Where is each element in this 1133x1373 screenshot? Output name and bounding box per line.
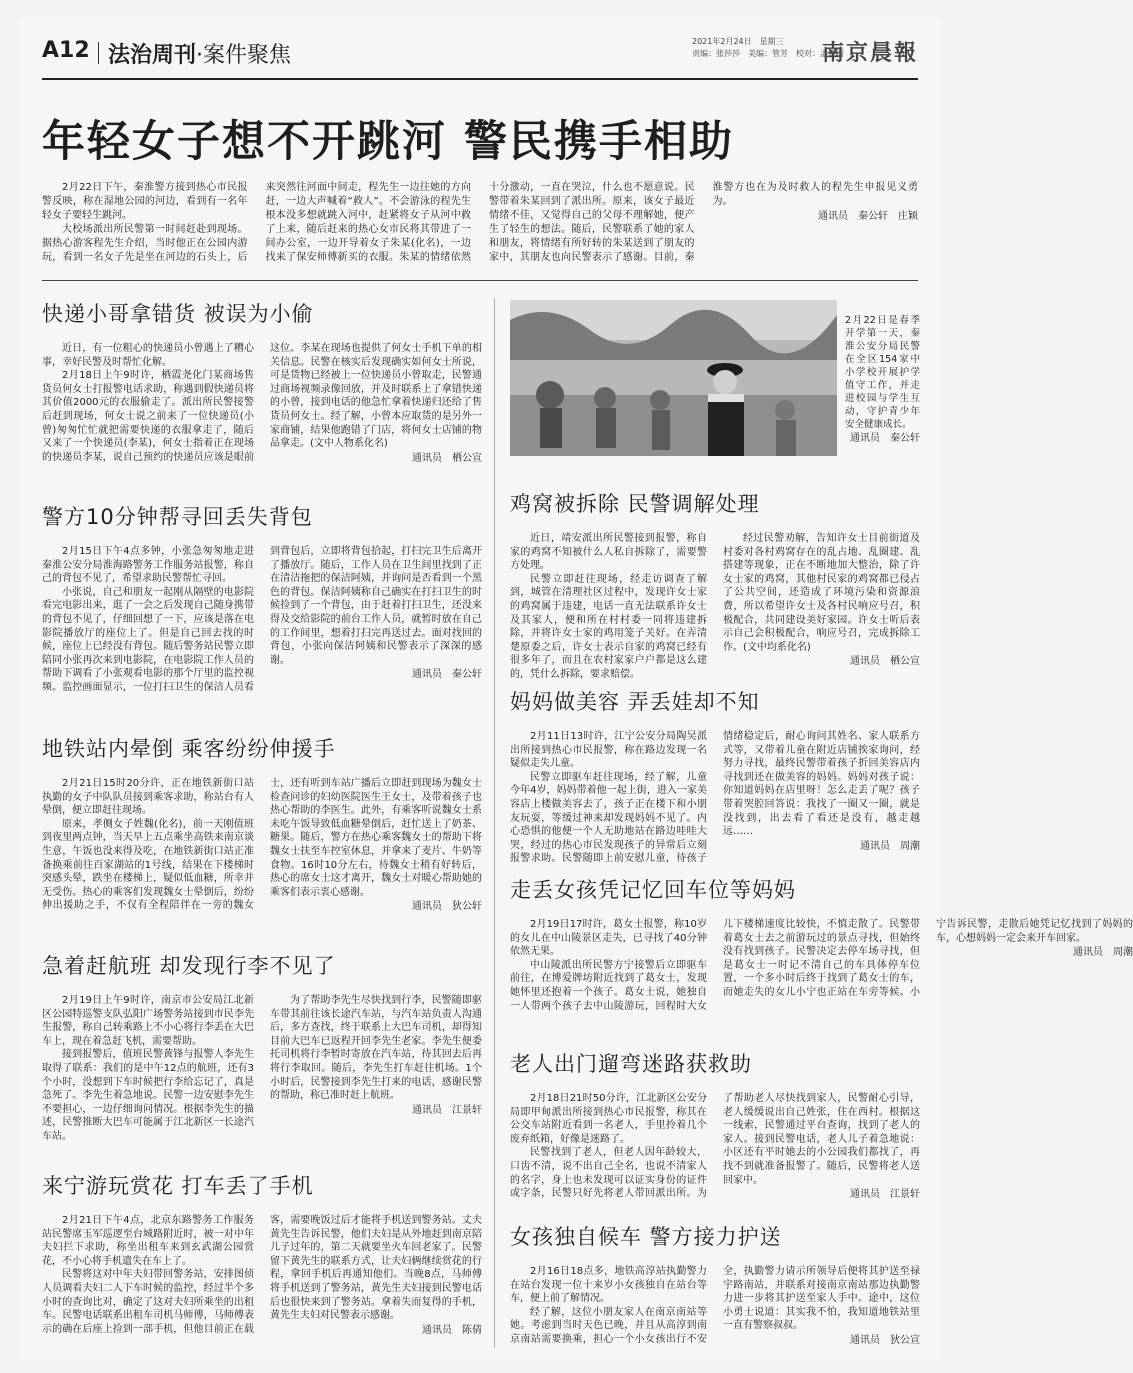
photo-caption bbox=[845, 314, 920, 445]
photo-illustration bbox=[510, 300, 837, 456]
article-girl-escort bbox=[510, 1221, 920, 1360]
article-body bbox=[510, 730, 920, 866]
article-title: 急着赶航班 却发现行李不见了 bbox=[42, 954, 336, 978]
article-title: 鸡窝被拆除 民警调解处理 bbox=[510, 492, 760, 516]
article-title: 快递小哥拿错货 被误为小偷 bbox=[42, 302, 314, 326]
lead-headline: 年轻女子想不开跳河 警民携手相助 bbox=[42, 117, 734, 167]
article-paragraph: 2月18日上午9时许，栖霞尧化门某商场售货员何女士打报警电话求助，称遇到假快递员将其价值2000元的衣服偷走了。派出所民警接警后赶到现场，何女士说之前来了一位快递员(小曾)匆匆忙忙就把需要快递的衣服拿走了，随后又来了一个快递员(李某)，何女士指着正在现场的快递员李某，说自己预约的快递员应该是眼前这位。李某在现场也提供了何女士手机下单的相关信息。民警在核实后发现确实如何女士所说，可是货物已经被上一位快递员小曾取走，民警通过商场视频录像回放，并及时联系上了拿错快递的小曾，接到电话的他急忙拿着快递归还给了售货员何女士。经了解，小曾本应取货的是另外一家商铺，结果他跑错了门店，将何女士店铺的物品拿走。(文中人物系化名) bbox=[42, 343, 482, 463]
article-byline: 通讯员 狄公宣 bbox=[850, 1334, 920, 1346]
article-paragraph: 2月18日21时50分许，江北新区公安分局即甲甸派出所接到热心市民报警，称其在公交车站附近看到一名老人，手里拎着几个废弃纸箱，好像是迷路了。 bbox=[510, 1093, 707, 1145]
lead-byline: 通讯员 秦公轩 庄颖 bbox=[818, 211, 918, 222]
article-paragraph: 接到报警后，值班民警黄锋与报警人李先生取得了联系：我们的是中午12点的航班，还有3个小时，没想到下车时候把行李给忘记了，真是急死了。李先生着急地说。民警一边安慰李先生不要担心，一边仔细询问情况。根据李先生的描述，民警推断大巴车可能属于江北新区一长途汽车站。 bbox=[42, 1049, 254, 1142]
article-paragraph: 2月19日17时许，葛女士报警，称10岁的女儿在中山陵景区走失，已寻找了40分钟依然无果。 bbox=[510, 919, 707, 958]
article-body bbox=[510, 918, 1133, 1026]
article-byline: 通讯员 栖公宣 bbox=[412, 452, 482, 464]
article-body bbox=[510, 1265, 920, 1360]
police-officer-photo bbox=[510, 300, 837, 456]
article-paragraph: 中山陵派出所民警方宁接警后立即驱车前往，在博爱牌坊附近找到了葛女士，发现她怀里还抱着一个孩子。葛女士说，她独自一人带两个孩子去中山陵游玩，回程时大女儿下楼梯速度比较快，不慎走散了。民警带着葛女士去之前游玩过的景点寻找，但始终没有找到孩子。民警决定去停车场寻找，但是葛女士一时记不清自己的车具体停车位置，一个多小时后终于找到了葛女士的车，而她走失的女儿小宁也正站在车旁等候。小宁告诉民警，走散后她凭记忆找到了妈妈的车，心想妈妈一定会来开车回家。 bbox=[510, 919, 1133, 1012]
article-paragraph: 经过民警劝解，告知许女士目前街道及村委对各村鸡窝存在的乱占地、乱圈建、乱搭建等现象，正在不断地加大整治，除了许女士家的鸡窝，其他村民家的鸡窝都已侵占了公共空间，还造成了环境污染和资源浪费，所以希望许女士及各村民响应号召，积极配合，共同建设美好家园。许女士听后表示自己会积极配合，响应号召，完成拆除工作。(文中均系化名) bbox=[723, 533, 920, 653]
article-girl-parking bbox=[510, 874, 1133, 1026]
article-body bbox=[42, 994, 482, 1172]
lead-paragraph: 大校场派出所民警第一时间赶赴到现场。据热心游客程先生介绍，当时他正在公园内游玩，看到一名女子先是坐在河边的石头上，后来突然往河面中间走，程先生一边往她的方向赶，一边大声喊着“救人”。不会游泳的程先生根本没多想就跳入河中，赶紧将女子从河中救了上来，随后赶来的热心女市民将其带进了一间办公室，一边开导着女子朱某(化名)，一边找来了保安师傅新买的衣服。朱某的情绪依然十分激动，一直在哭泣，什么也不愿意说。民警带着朱某回到了派出所。原来，该女子最近情绪不佳，又觉得自己的父母不理解她，便产生了轻生的想法。随后，民警联系了她的家人和朋友，将情绪有所好转的朱某送到了朋友的家中，其朋友也向民警表示了感谢。目前，秦淮警方也在为及时救人的程先生申报见义勇为。 bbox=[42, 182, 918, 263]
article-paragraph: 2月11日13时许，江宁公安分局陶吴派出所接到热心市民报警，称在路边发现一名疑似走失儿童。 bbox=[510, 731, 707, 770]
section-title bbox=[108, 38, 291, 69]
article-byline: 通讯员 栖公宣 bbox=[850, 656, 920, 668]
article-lost-child-salon bbox=[510, 686, 920, 866]
article-paragraph: 民警找到了老人，但老人因年龄较大，口齿不清，说不出自己全名，也说不清家人的名字，身上也未发现可以证实身份的证件或字条，民警只好先将老人带回派出所。为了帮助老人尽快找到家人，民警耐心引导，老人缓缓说出自己姓张，住在西村。根据这一线索，民警通过平台查询，找到了老人的家人。接到民警电话，老人儿子着急地说：小区还有平时她去的小公园我们都找了，再找不到就准备报警了。随后，民警将老人送回家中。 bbox=[510, 1093, 920, 1200]
article-byline: 通讯员 周潮 bbox=[1073, 947, 1133, 959]
article-title: 走丢女孩凭记忆回车位等妈妈 bbox=[510, 878, 796, 902]
article-title: 女孩独自候车 警方接力护送 bbox=[510, 1225, 782, 1249]
issue-date: 2021年2月24日 星期三 bbox=[692, 37, 784, 46]
editor-credits: 责编：张莎莎 美编：管芳 校对：孟德清 bbox=[692, 49, 844, 58]
article-coop-demolished bbox=[510, 488, 920, 682]
article-paragraph: 近日，靖安派出所民警接到报警，称自家的鸡窝不知被什么人私自拆除了，需要警方处理。 bbox=[510, 533, 707, 572]
article-title: 地铁站内晕倒 乘客纷纷伸援手 bbox=[42, 737, 336, 761]
article-paragraph: 2月15日下午4点多钟，小张急匆匆地走进秦淮公安分局淮海路警务工作服务站报警，称自己的背包不见了，希望求助民警帮忙寻回。 bbox=[42, 546, 254, 585]
article-byline: 通讯员 陈倩 bbox=[422, 1324, 482, 1336]
newspaper-page bbox=[20, 18, 1133, 1361]
article-paragraph: 原来，孝侧女子姓魏(化名)，前一天刚值班到夜里两点钟，当天早上五点乘坐高铁来南京谈生意，午饭也没来得及吃，在地铁新街口站正准备换乘前往百家湖站的1号线，结果在下楼梯时突感头晕，跌坐在楼梯上，疑似低血糖，所幸并无受伤。热心的乘客们发现魏女士晕倒后，纷纷伸出援助之手，不仅有全程陪伴在一旁的魏女士，还有听到车站广播后立即赶到现场为魏女士检查问诊的妇幼医院医生王女士，及带着孩子也热心帮助的李医生。此外，有乘客听说魏女士系未吃午饭导致低血糖晕倒后，赶忙送上了奶茶、糖果。随后，警方在热心乘客魏女士的帮助下将魏女士扶至车控室休息，并拿来了麦片、牛奶等食物。16时10分左右，待魏女士稍有好转后，热心的席女士这才离开，魏女士对暖心帮助她的乘客们表示衷心感谢。 bbox=[42, 778, 482, 912]
article-paragraph: 2月21日15时20分许，正在地铁新街口站执勤的女子中队队员接到乘客求助，称站台有人晕倒，便立即赶往现场。 bbox=[42, 778, 254, 817]
article-paragraph: 近日，有一位粗心的快递员小曾遇上了糟心事，幸好民警及时帮忙化解。 bbox=[42, 343, 254, 368]
article-lost-phone bbox=[42, 1170, 482, 1364]
article-subway-faint bbox=[42, 733, 482, 955]
article-title: 妈妈做美容 弄丢娃却不知 bbox=[510, 690, 760, 714]
article-byline: 通讯员 周潮 bbox=[860, 840, 920, 852]
article-paragraph: 2月19日上午9时许，南京市公安局江北新区公园特巡警支队弘阳广场警务站接到市民李先生报警，称自己转乘路上不小心将行李丢在大巴车上，现在着急赶飞机，需要帮助。 bbox=[42, 995, 254, 1047]
article-title: 老人出门遛弯迷路获救助 bbox=[510, 1052, 752, 1076]
article-title: 来宁游玩赏花 打车丢了手机 bbox=[42, 1174, 314, 1198]
column-divider bbox=[494, 298, 495, 1348]
article-body bbox=[510, 532, 920, 682]
lead-story-body bbox=[42, 181, 918, 269]
article-byline: 通讯员 江景轩 bbox=[412, 1104, 482, 1116]
article-byline: 通讯员 狄公轩 bbox=[412, 901, 482, 913]
article-paragraph: 2月21日下午4点，北京东路警务工作服务站民警席玉军巡逻至台城路附近时，被一对中年夫妇拦下求助，称坐出租车来到玄武湖公园赏花，不小心将手机遗失在车上了。 bbox=[42, 1215, 254, 1267]
article-body bbox=[42, 777, 482, 955]
article-paragraph: 民警将这对中年夫妇带回警务站，安排图侦人员调看夫妇二人下车时候的监控，经过半个多小时的查询比对，确定了这对夫妇所乘坐的出租车。民警电话联系出租车司机马师傅，马师傅表示的确在后座上捡到一部手机，但他目前正在载客，需要晚饭过后才能将手机送到警务站。丈夫黄先生告诉民警，他们夫妇是从外地赶到南京陪儿子过年的，第二天就要坐火车回老家了。民警留下黄先生的联系方式，让夫妇俩继续赏花的行程，拿回手机后再通知他们。当晚8点，马师傅将手机送到了警务站，黄先生夫妇接到民警电话后也很快来到了警务站。拿着失而复得的手机，黄先生夫妇对民警表示感谢。 bbox=[42, 1215, 482, 1335]
article-lost-elder bbox=[510, 1048, 920, 1214]
article-body bbox=[510, 1092, 920, 1214]
section-name: 法治周刊 bbox=[108, 43, 197, 68]
page-number: A12 bbox=[42, 38, 90, 63]
subsection-name: ·案件聚焦 bbox=[196, 43, 292, 68]
masthead bbox=[42, 36, 918, 80]
newspaper-logo: 南京晨報 bbox=[821, 40, 918, 66]
article-body bbox=[42, 1214, 482, 1364]
article-missing-luggage bbox=[42, 950, 482, 1172]
article-paragraph: 2月16日18点多，地铁高淳站执勤警力在站台发现一位十来岁小女孩独自在站台等车，便上前了解情况。 bbox=[510, 1266, 707, 1305]
article-lost-backpack bbox=[42, 501, 482, 723]
lead-paragraph: 2月22日下午，秦淮警方接到热心市民报警反映，称在湿地公园的河边，看到有一名年轻女子要轻生跳河。 bbox=[42, 182, 248, 221]
article-paragraph: 民警立即赶往现场，经走访调查了解到，城管在清理社区过程中，发现许女士家的鸡窝属于违建，电话一直无法联系许女士及其家人，便和所在村村委一同将违建拆除，并将许女士家的鸡用笼子关好。在弄清楚原委之后，许女士表示自家的鸡窝已经有很多年了，而且在农村家家户户都是这么建的，凭什么拆除，要求赔偿。 bbox=[510, 573, 707, 680]
article-courier-mistaken bbox=[42, 298, 482, 520]
article-title: 警方10分钟帮寻回丢失背包 bbox=[42, 505, 313, 529]
article-paragraph: 为了帮助李先生尽快找到行李，民警随即驱车带其前往该长途汽车站，与汽车站负责人沟通后，多方查找，终于联系上大巴车司机，却得知目前大巴车已返程开回李先生老家。李先生便委托司机将行李暂时寄放在汽车站，待其回去后再将行李取回。随后，李先生打车赶往机场。1个小时后，民警接到李先生打来的电话，感谢民警的帮助，称已准时赶上航班。 bbox=[270, 995, 482, 1102]
article-paragraph: 经了解，这位小朋友家人在南京南站等她。考虑到当时天色已晚，并且从高淳到南京南站需要换乘，担心一个小女孩出行不安全，执勤警力请示所领导后便将其护送至禄宇路南站，并联系对接南京南站那边执勤警力进一步将其护送至家人手中。途中，这位小勇士说道：其实我不怕，我知道地铁站里一直有警察叔叔。 bbox=[510, 1266, 920, 1345]
caption-text: 2月22日是春季开学第一天，秦淮公安分局民警在全区154家中小学校开展护学值守工作，并走进校园与学生互动，守护青少年安全健康成长。 bbox=[845, 315, 920, 430]
article-paragraph: 民警立即驱车赶往现场，经了解，儿童今年4岁，妈妈带着他一起上街，进入一家美容店上楼做美容去了，孩子正在楼下和小朋友玩耍，等缓过神来却发现妈妈不见了。内心恐惧的他便一个人无助地站在路边哇哇大哭，经过的热心市民发现孩子的异常后立刻报警求助。民警随即上前安慰儿童，待孩子情绪稳定后，耐心询问其姓名、家人联系方式等，又带着儿童在附近店铺挨家询问，经努力寻找，最终民警带着孩子折回美容店内寻找到还在做美容的妈妈。妈妈对孩子说：你知道妈妈在店里呀！怎么走丢了呢？孩子带着哭腔回答说：我找了一圈又一圈，就是没找到，出去看了看还是没有，越走越远…… bbox=[510, 731, 920, 865]
caption-byline: 通讯员 秦公轩 bbox=[850, 433, 920, 444]
masthead-divider bbox=[98, 42, 99, 64]
article-byline: 通讯员 秦公轩 bbox=[412, 669, 482, 681]
article-body bbox=[42, 545, 482, 723]
section-divider bbox=[42, 280, 918, 281]
article-paragraph: 小张说，自己和朋友一起刚从隔壁的电影院看完电影出来，逛了一会之后发现自己随身携带的背包不见了，仔细回想了一下，应该是落在电影院播放厅的座位上了。但是自己回去找的时候，座位上已经没有背包。随后警务站民警立即陪同小张再次来到电影院，在电影院工作人员的帮助下调看了小张观看电影的那个厅里的监控视频。监控画面显示，一位打扫卫生的保洁人员看到背包后，立即将背包拾起，打扫完卫生后离开了播放厅。随后，工作人员在卫生间里找到了正在清洁拖把的保洁阿姨，并询问是否看到一个黑色的背包。保洁阿姨称自己确实在打扫卫生的时候捡到了一个背包，由于赶着打扫卫生，还没来得及交给影院的前台工作人员，就暂时放在自己的工作间里，想着打扫完再送过去。面对找回的背包，小张向保洁阿姨和民警表示了深深的感谢。 bbox=[42, 546, 482, 693]
article-body bbox=[42, 342, 482, 520]
article-byline: 通讯员 江景轩 bbox=[850, 1189, 920, 1201]
